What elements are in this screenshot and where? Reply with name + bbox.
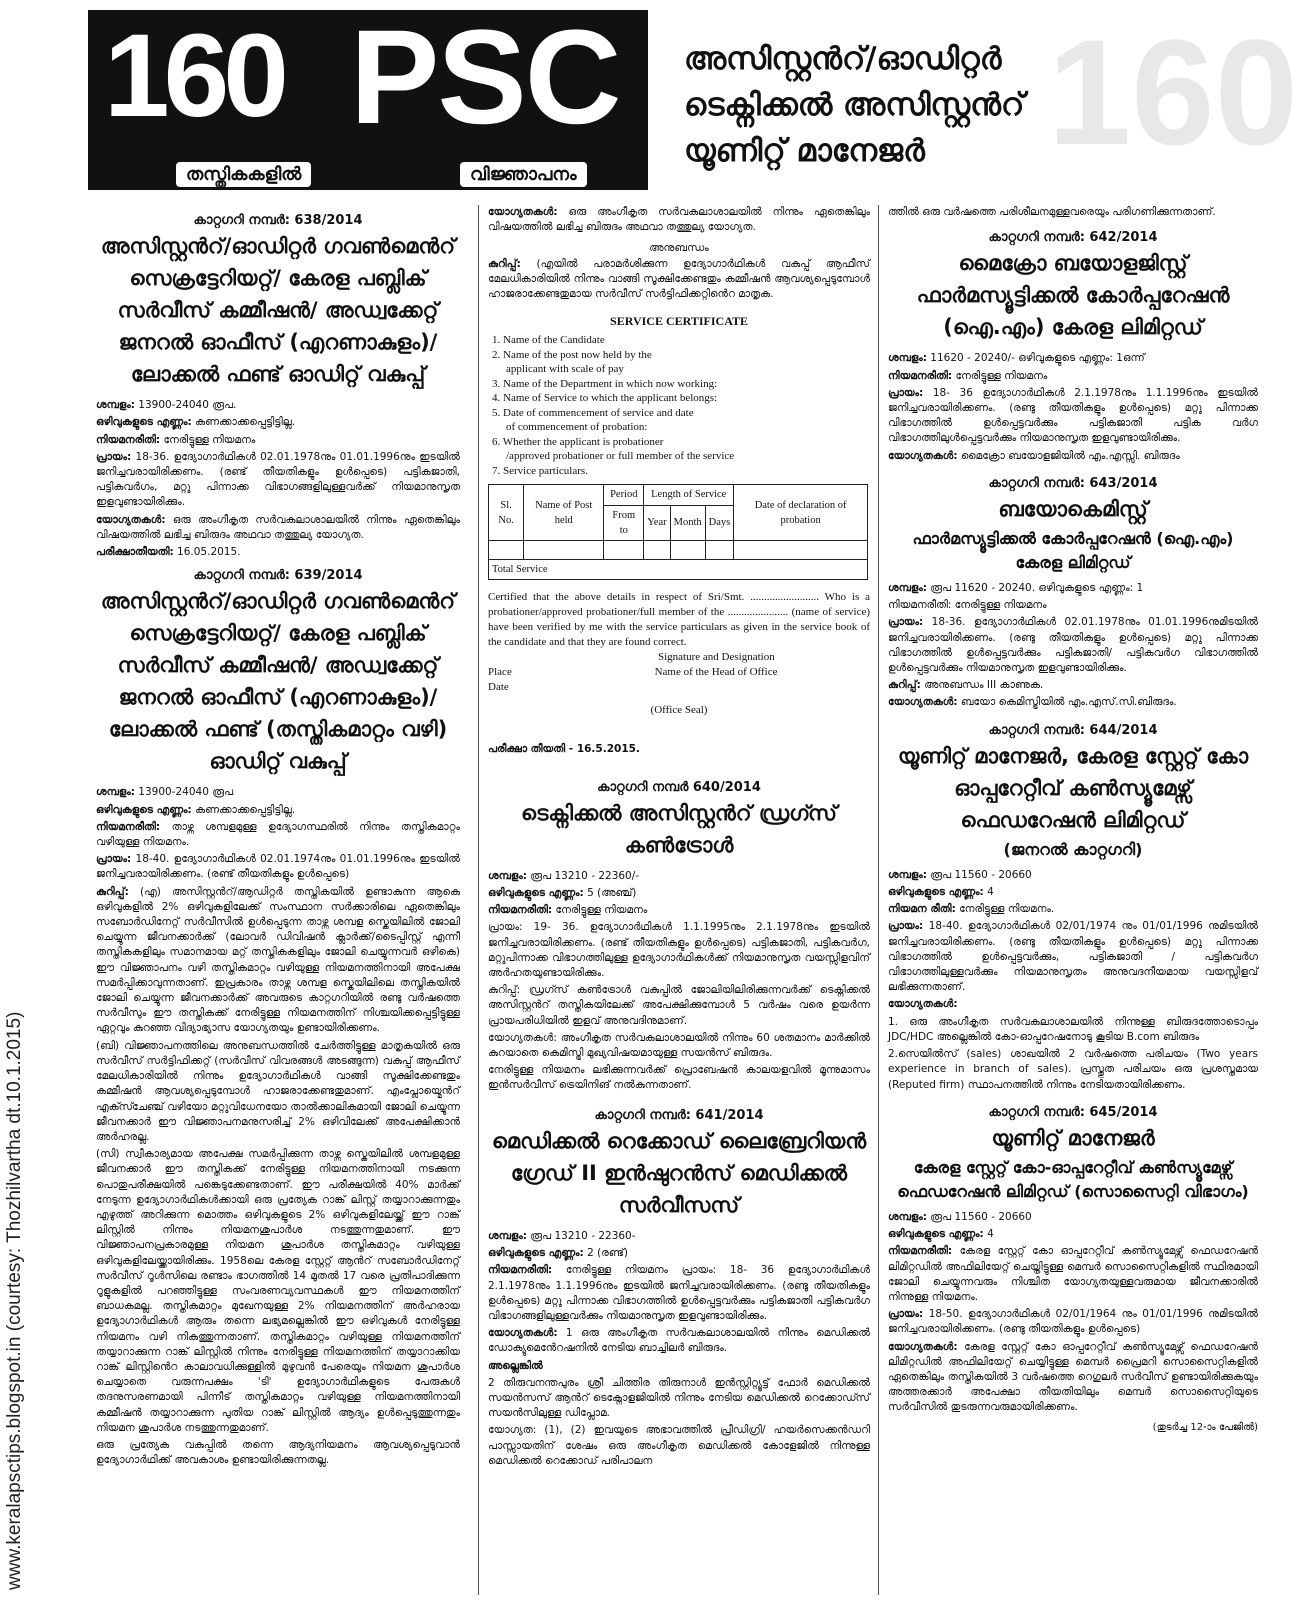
post-subtitle: ഫാർമസ്യൂട്ടിക്കൽ കോർപ്പറേഷൻ (ഐ.എം) കേരള ലിമിറ്റഡ് (912, 529, 1234, 573)
place-line: Place Name of the Head of Office (488, 666, 778, 679)
detail-line: യോഗ്യതകൾ: കേരള സ്റ്റേറ്റ് കോ ഓപ്പറേറ്റീവ് കൺസ്യൂമേഴ്സ് ഫെഡറേഷൻ ലിമിറ്റഡിൽ അഫിലിയേറ്റ് ചെയ്യിട്ടുള്ള മെമ്പർ പ്രൈമറി സൊസൈറ്റികളിൽ ഏതെങ്കിലും തസ്തികയിൽ 3 വർഷത്തെ റെഗുലർ സർവീസ് ഉണ്ടായിരിക്കുകയും അത്തരക്കാർ അപേക്ഷാ തീയതിയിലും മെമ്പർ സൊസൈറ്റിയുടെ സർവീസിൽ തുടരുന്നവരുമായിരിക്കണം. (888, 1340, 1258, 1414)
post-subtitle: കേരള സ്റ്റേറ്റ് കോ-ഓപ്പറേറ്റീവ് കൺസ്യൂമേഴ്സ് ഫെഡറേഷൻ ലിമിറ്റഡ് (സൊസൈറ്റി വിഭാഗം) (897, 1157, 1249, 1201)
detail-line: ശമ്പളം: 11620 - 20240/- ഒഴിവുകളുടെ എണ്ണം: 1ഒന്ന് (888, 352, 1145, 365)
service-particulars-table (488, 484, 868, 580)
column-rule (478, 205, 479, 1595)
certificate-field: /approved probationer or full member of the service (506, 450, 735, 463)
detail-line: യോഗ്യതകൾ: (888, 998, 958, 1011)
detail-line: നിയമനരീതി: നേരിട്ടുള്ള നിയമനം (488, 904, 648, 917)
office-seal-label: (Office Seal) (650, 704, 708, 717)
detail-line: പ്രായം: 18-36. ഉദ്യോഗാർഥികൾ 02.01.1978നും 01.01.1996നുമിടയിൽ ജനിച്ചവരായിരിക്കണം. (രണ്ടു തീയതികളും ഉൾപ്പെടെ) മറ്റു പിന്നാക്ക വിഭാഗത്തിൽ ഉൾപ്പെട്ടവർക്കും പട്ടികജാതി/ പട്ടികവർഗ വിഭാഗത്തിൽ ഉൾപ്പെട്ടവർക്കും നിയമാനുസൃത ഇളവുണ്ടായിരിക്കും. (888, 616, 1258, 675)
table-header: Sl. No. (489, 485, 524, 541)
detail-line: ശമ്പളം: രൂപ 13210 - 22360- (488, 1229, 636, 1242)
certificate-field: 4. Name of Service to which the applicant belongs: (492, 392, 718, 405)
table-header: Length of Service (644, 485, 734, 505)
table-row (489, 541, 868, 560)
category-number: കാറ്റഗറി നമ്പർ 640/2014 (597, 779, 761, 795)
certificate-field: 5. Date of commencement of service and date (492, 406, 694, 419)
detail-line: ശമ്പളം: 13900-24040 രൂപ (96, 786, 234, 799)
post-title: അസിസ്റ്റൻറ്/ഓഡിറ്റർ ഗവൺമെൻറ് സെക്രട്ടേറിയറ്റ്/ കേരള പബ്ലിക് സർവീസ് കമ്മീഷൻ/ അഡ്വക്കേറ്റ് ജനറൽ ഓഫീസ് (എറണാകുളം)/ ലോക്കൽ ഫണ്ട് (തസ്തികമാറ്റം വഴി) ഓഡിറ്റ് വകുപ്പ് (100, 589, 456, 774)
detail-line: ഒഴിവുകളുടെ എണ്ണം: 4 (888, 886, 994, 899)
post-title: ബയോകെമിസ്റ്റ് (998, 497, 1148, 522)
post-title: മെഡിക്കൽ റെക്കോഡ് ലൈബ്രേറിയൻ ഗ്രേഡ് II ഇൻഷുറൻസ് മെഡിക്കൽ സർവീസസ് (491, 1128, 867, 1217)
detail-line: ശമ്പളം: രൂപ 11560 - 20660 (888, 1210, 1032, 1223)
headline-posts (684, 36, 1024, 174)
detail-line: ഒഴിവുകളുടെ എണ്ണം: കണക്കാക്കപ്പെട്ടിട്ടില്ല. (96, 416, 296, 429)
post-count: 160 (104, 10, 283, 142)
detail-line: യോഗ്യതകൾ: ഒരു അംഗീകൃത സർവകലാശാലയിൽ നിന്നും ഏതെങ്കിലും വിഷയത്തിൽ ലഭിച്ച ബിരുദം അഥവാ തത്തുല്യ യോഗ്യത. (96, 513, 460, 541)
psc-heading: PSC (350, 3, 620, 152)
background-watermark: 160 (1047, 8, 1298, 176)
category-number: കാറ്റഗറി നമ്പർ: 641/2014 (594, 1107, 764, 1123)
detail-line: നിയമനരീതി: നേരിട്ടുള്ള നിയമനം (96, 433, 256, 446)
detail-line: 2.സെയിൽസ് (sales) ശാഖയിൽ 2 വർഷത്തെ പരിചയം (Two years experience in branch of sales). പ്രസ്തുത പരിചയം ഒരു പ്രശസ്തമായ (Reputed firm) സ്ഥാപനത്തിൽ നിന്നും നേടിയതായിരിക്കണം. (888, 1048, 1258, 1091)
detail-line: കുറിപ്പ്: (എയിൽ പരാമർശിക്കുന്ന ഉദ്യോഗാർഥികൾ വകുപ്പ് ആഫീസ് മേലധികാരിയിൽ നിന്നും വാങ്ങി സൂക്ഷിക്കേണ്ടതും കമ്മീഷൻ ആവശ്യപ്പെടുമ്പോൾ ഹാജരാക്കേണ്ടതുമായ സർവീസ് സർട്ടിഫിക്കറ്റിൻെറ മാതൃക. (488, 257, 870, 301)
post-title: അസിസ്റ്റൻറ്/ഓഡിറ്റർ ഗവൺമെൻറ് സെക്രട്ടേറിയറ്റ്/ കേരള പബ്ലിക് സർവീസ് കമ്മീഷൻ/ അഡ്വക്കേറ്റ് ജനറൽ ഓഫീസ് (എറണാകുളം)/ ലോക്കൽ ഫണ്ട് ഓഡിറ്റ് വകുപ്പ് (100, 234, 456, 387)
certificate-statement: Certified that the above details in respect of Sri/Smt. ......................... Who is a probationer/approved probationer/full member of the ...................... (name of service) have been verified by me with the service particulars as given in the service book of the candidate and that they are found correct. (488, 591, 870, 649)
detail-line: യോഗ്യതകൾ: ഒരു അംഗീകൃത സർവകലാശാലയിൽ നിന്നും ഏതെങ്കിലും വിഷയത്തിൽ ലഭിച്ച ബിരുദം അഥവാ തത്തുല്യ യോഗ്യത. (488, 206, 871, 234)
detail-line: ശമ്പളം: രൂപ 11560 - 20660 (888, 868, 1032, 881)
detail-line: നിയമനരീതി: നേരിട്ടുള്ള നിയമനം പ്രായം: 18- 36 ഉദ്യോഗാർഥികൾ 2.1.1978നും 1.1.1996നും ഇടയിൽ ജനിച്ചവരായിരിക്കണം. (രണ്ടു തീയതികളും ഉൾപ്പെടെ) മറ്റു പിന്നാക്ക വിഭാഗത്തിൽ ഉൾപ്പെട്ടവർക്കും പട്ടികജാതി പട്ടികവർഗ വിഭാഗങ്ങളിലുള്ളവർക്കും നിയമാനുസൃത ഇളവുണ്ടായിരിക്കും. (488, 1264, 870, 1322)
certificate-field: 2. Name of the post now held by the (492, 348, 652, 361)
table-header: Period (604, 485, 644, 505)
detail-line: പ്രായം: 18-50. ഉദ്യോഗാർഥികൾ 02/01/1964 നും 01/01/1996 നുമിടയിൽ ജനിച്ചവരായിരിക്കണം. (രണ്ടു തീയതികളും ഉൾപ്പെടെ) (888, 1308, 1258, 1336)
masthead (88, 3, 1298, 198)
detail-line: നിയമനരീതി: നേരിട്ടുള്ള നിയമനം (888, 369, 1048, 382)
detail-line: ശമ്പളം: 13900-24040 രൂപ. (96, 399, 237, 412)
headline-post: അസിസ്റ്റൻറ്/ഓഡിറ്റർ (684, 41, 1002, 77)
note-paragraph: (ബി) വിജ്ഞാപനത്തിലെ അനുബന്ധത്തിൽ ചേർത്തിട്ടുള്ള മാതൃകയിൽ ഒരു സർവീസ് സർട്ടിഫിക്കറ്റ് (സർവീസ് വിവരങ്ങൾ അടങ്ങുന്ന) വകുപ്പ് ആഫീസ് മേലധികാരിയിൽ നിന്നും ഉദ്യോഗാർഥികൾ വാങ്ങി സൂക്ഷിക്കേണ്ടതും കമ്മീഷൻ ആവശ്യപ്പെടുമ്പോൾ ഹാജരാക്കേണ്ടതുമാണ്. എംപ്ലോയ്മെൻറ് എക്സ്ചേഞ്ച് വഴിയോ മറ്റുവിധേനയോ താൽക്കാലികമായി ജോലി ചെയ്യുന്ന ജീവനക്കാർ ഈ വിജ്ഞാപനമനുസരിച്ച് 2% ഒഴിവിലേക്ക് അപേക്ഷിക്കാൻ അർഹരല്ല. (96, 1039, 460, 1143)
column-1 (96, 205, 460, 1470)
detail-line: നിയമനരീതി: നേരിട്ടുള്ള നിയമനം (888, 599, 1047, 612)
detail-line: പരീക്ഷാതീയതി: 16.05.2015. (96, 546, 241, 559)
post-subtitle: (ജനറൽ കാറ്റഗറി) (1003, 839, 1143, 859)
detail-line: പ്രായം: 19- 36. ഉദ്യോഗാർഥികൾ 1.1.1995നും 2.1.1978നും ഇടയിൽ ജനിച്ചവരായിരിക്കണം. (രണ്ട് തീയതികളും ഉൾപ്പെടെ) പട്ടികജാതി, പട്ടികവർഗ, മറ്റുപിന്നാക്ക വിഭാഗത്തിലുള്ള ഉദ്യോഗാർഥികൾക്ക് നിയമാനുസൃത വയസ്സിളവിന് അർഹതയുണ്ടായിരിക്കും. (488, 921, 870, 980)
continued-note: (തുടർച്ച 12-ാം പേജിൽ) (1152, 1421, 1258, 1433)
detail-line: പ്രായം: 18-36. ഉദ്യോഗാർഥികൾ 02.01.1978നും 01.01.1996നും ഇടയിൽ ജനിച്ചവരായിരിക്കണം. (രണ്ട് തീയതികളും ഉൾപ്പെടെ) പട്ടികജാതി, പട്ടികവർഗം, മറ്റു പിന്നാക്ക വിഭാഗങ്ങളിലുള്ളവർക്ക് നിയമാനുസൃത ഇളവുണ്ടായിരിക്കും. (96, 450, 461, 509)
post-title: ടെക്നിക്കൽ അസിസ്റ്റൻറ് ഡ്രഗ്സ് കൺട്രോൾ (520, 800, 837, 857)
certificate-field: 6. Whether the applicant is probationer (492, 435, 664, 448)
table-header: Days (705, 505, 734, 540)
headline-block (88, 3, 648, 190)
detail-line: ഒഴിവുകളുടെ എണ്ണം: 2 (രണ്ട്) (488, 1247, 628, 1260)
detail-line: കുറിപ്പ്: ഡ്രഗ്സ് കൺട്രോൾ വകുപ്പിൽ ജോലിയിലിരിക്കുന്നവർക്ക് ടെക്നിക്കൽ അസിസ്റ്റൻറ് തസ്തികയിലേക്ക് അപേക്ഷിക്കുമ്പോൾ 5 വർഷം വരെ ഉയർന്ന പ്രായപരിധിയിൽ ഇളവ് അനുവദിനുമാണ്. (488, 984, 870, 1027)
detail-line: ഒഴിവുകളുടെ എണ്ണം: 4 (888, 1228, 994, 1241)
note-paragraph: ഒരു പ്രത്യേക വകുപ്പിൽ തന്നെ ആദ്യനിയമനം ആവശ്യപ്പെടുവാൻ ഉദ്യോഗാർഥിക്ക് അവകാശം ഉണ്ടായിരിക്കുന്നതല്ല. (96, 1438, 460, 1467)
courtesy-credit: www.keralapsctips.blogspot.in (courtesy: Thozhilvartha dt.10.1.2015) (4, 1011, 25, 1590)
date-label: Date (488, 681, 509, 694)
category-number: കാറ്റഗറി നമ്പർ: 638/2014 (193, 213, 363, 228)
category-number: കാറ്റഗറി നമ്പർ: 642/2014 (988, 230, 1158, 246)
detail-line: ശമ്പളം: രൂപ 11620 - 20240. ഒഴിവുകളുടെ എണ്ണം: 1 (888, 582, 1144, 595)
certificate-fields (488, 333, 870, 478)
table-header: Year (644, 505, 670, 540)
detail-line: നേരിട്ടുള്ള നിയമനം ലഭിക്കുന്നവർക്ക് പ്രൊബേഷൻ കാലയളവിൽ മൂന്നുമാസം ഇൻസർവീസ് ട്രെയിനിങ് നൽകുന്നതാണ്. (488, 1064, 870, 1092)
exam-date: പരീക്ഷാ തീയതി - 16.5.2015. (488, 743, 640, 756)
table-header: Month (670, 505, 705, 540)
certificate-field: of commencement of probation: (506, 421, 648, 434)
post-title: യൂണിറ്റ് മാനേജർ (991, 1125, 1155, 1150)
table-header: Date of declaration of probation (734, 485, 868, 541)
post-count-label: തസ്തികകളിൽ (176, 162, 311, 187)
certificate-field: 1. Name of the Candidate (492, 334, 605, 347)
post-title: യൂണിറ്റ് മാനേജർ, കേരള സ്റ്റേറ്റ് കോ ഓപ്പറേറ്റീവ് കൺസ്യൂമേഴ്സ് ഫെഡറേഷൻ ലിമിറ്റഡ് (897, 743, 1249, 832)
detail-line: യോഗ്യതകൾ: മൈക്രോ ബയോളജിയിൽ എം.എസ്സി. ബിരുദം (888, 449, 1180, 462)
annex-heading: അനുബന്ധം (649, 242, 709, 255)
detail-line: നിയമനരീതി: കേരള സ്റ്റേറ്റ് കോ ഓപ്പറേറ്റീവ് കൺസ്യൂമേഴ്സ് ഫെഡറേഷൻ ലിമിറ്റഡിൽ അഫിലിയേറ്റ് ചെയ്തിട്ടുള്ള മെമ്പർ സൊസൈറ്റികളിൽ സ്ഥിരമായി ജോലി ചെയ്യുന്നവരും നിശ്ചിത യോഗ്യതയുള്ളവരുമായ ജീവനക്കാരിൽ നിന്നുള്ള നിയമനം. (888, 1245, 1259, 1303)
detail-line: ശമ്പളം: രൂപ 13210 - 22360/- (488, 869, 640, 882)
detail-line: പ്രായം: 18-40. ഉദ്യോഗാർഥികൾ 02.01.1974നും 01.01.1996നും ഇടയിൽ ജനിച്ചവരായിരിക്കണം. (രണ്ട് തീയതികളും ഉൾപ്പെടെ) (96, 853, 461, 881)
column-2 (488, 205, 870, 1471)
category-number: കാറ്റഗറി നമ്പർ: 639/2014 (193, 568, 363, 584)
table-header: From to (604, 505, 644, 540)
detail-line: കുറിപ്പ്: അനുബന്ധം III കാണുക. (888, 679, 1044, 692)
detail-line: 2 തിരുവനന്തപുരം ശ്രീ ചിത്തിര തിരുനാൾ ഇൻസ്റ്റിറ്റ്യൂട്ട് ഫോർ മെഡിക്കൽ സയൻസസ് ആൻറ് ടെക്നോളജിയിൽ നിന്നും നേടിയ മെഡിക്കൽ റെക്കോഡ്സ് സയൻസിലുള്ള ഡിപ്ലോമ. (488, 1376, 870, 1420)
certificate-title: SERVICE CERTIFICATE (610, 314, 748, 329)
column-3 (888, 205, 1258, 1435)
detail-line: കുറിപ്പ്: (എ) അസിസ്റ്റൻറ്/ആഡിറ്റർ തസ്തികയിൽ ഉണ്ടാകുന്ന ആകെ ഒഴിവുകളിൽ 2% ഒഴിവുകളിലേക്ക് സംസ്ഥാന സർക്കാരിലെ ഏതെങ്കിലും സബോർഡിനേറ്റ് സർവീസിൽ ഉൾപ്പെടുന്ന താഴ്ന്ന ശമ്പള സ്കെയിലിൽ ജോലി ചെയ്യുന്ന ജീവനക്കാർക്ക് (ലോവർ ഡിവിഷൻ ക്ലാർക്ക്/ടൈപ്പിസ്റ്റ് എന്നീ തസ്തികകളിലും സമാനമായ മറ്റ് തസ്തികകളിലും ജോലി ചെയ്യുന്നവർ ഒഴികെ) ഈ വിജ്ഞാപനം വഴി തസ്തികമാറ്റം വഴിയുള്ള നിയമനത്തിനായി അപേക്ഷ സമർപ്പിക്കാവുന്നതാണ്. ഇപ്രകാരം താഴ്ന്ന ശമ്പള സ്കെയിലിലെ തസ്തികയിൽ ജോലി ചെയ്യുന്ന ജീവനക്കാർക്ക് അവരുടെ കാറ്റഗറിയിൽ രണ്ടു വർഷത്തെ സർവീസും ഈ തസ്തികക്ക് നേരിട്ടുള്ള നിയമനത്തിന് നിശ്ചയിക്കപ്പെട്ടിട്ടുള്ള ഏറ്റവും കുറഞ്ഞ വിദ്യാഭ്യാസ യോഗ്യതയും ഉണ്ടായിരിക്കണം. (96, 885, 461, 1035)
total-service-label: Total Service (489, 560, 868, 580)
detail-line: ത്തിൽ ഒരു വർഷത്തെ പരിശീലനമുള്ളവരെയും പരിഗണിക്കുന്നതാണ്. (888, 206, 1216, 218)
post-title: മൈക്രോ ബയോളജിസ്റ്റ് ഫാർമസ്യൂട്ടിക്കൽ കോർപ്പറേഷൻ (ഐ.എം) കേരള ലിമിറ്റഡ് (916, 251, 1230, 340)
category-number: കാറ്റഗറി നമ്പർ: 645/2014 (988, 1104, 1158, 1120)
column-rule (878, 205, 879, 1595)
detail-line: പ്രായം: 18- 36 ഉദ്യോഗാർഥികൾ 2.1.1978നും 1.1.1996നും ഇടയിൽ ജനിച്ചവരായിരിക്കണം. (രണ്ടു തീയതികളും ഉൾപ്പെടെ) മറ്റു പിന്നാക്ക വിഭാഗത്തിൽ ഉൾപ്പെട്ടവർക്കും പട്ടികജാതി പട്ടിക വർഗ വിഭാഗത്തിലുൾപ്പെട്ടവർക്കും നിയമാനുസൃത ഇളവുണ്ടായിരിക്കും. (888, 386, 1259, 445)
signature-label: Signature and Designation (658, 651, 775, 664)
detail-line: യോഗ്യതകൾ: അംഗീകൃത സർവകലാശാലയിൽ നിന്നും 60 ശതമാനം മാർക്കിൽ കുറയാതെ കെമിസ്ട്രി മുഖ്യവിഷയമായുള്ള സയൻസ് ബിരുദം. (488, 1031, 870, 1060)
detail-line: ഒഴിവുകളുടെ എണ്ണം: 5 (അഞ്ച്) (488, 887, 637, 900)
table-row (489, 560, 868, 580)
category-number: കാറ്റഗറി നമ്പർ: 643/2014 (988, 475, 1158, 491)
detail-line: യോഗ്യതകൾ: ബയോ കെമിസ്ട്രിയിൽ എം.എസ്.സി.ബിരുദം. (888, 696, 1177, 709)
detail-line: നിയമന രീതി: നേരിട്ടുള്ള നിയമനം. (888, 903, 1055, 916)
category-number: കാറ്റഗറി നമ്പർ: 644/2014 (988, 722, 1158, 738)
headline-post: ടെക്നിക്കൽ അസിസ്റ്റൻറ് (684, 87, 1025, 123)
table-header: Name of Post held (524, 485, 604, 541)
detail-line: യോഗ്യതകൾ: 1 ഒരു അംഗീകൃത സർവകലാശാലയിൽ നിന്നും മെഡിക്കൽ ഡോക്യുമെൻേറഷനിൽ നേടിയ ബാച്ചിലർ ബിരുദം. (488, 1327, 870, 1355)
detail-line: യോഗ്യത: (1), (2) ഇവയുടെ അഭാവത്തിൽ പ്രീഡിഗ്രി/ ഹയർസെക്കൻഡറി പാസ്സായതിന് ശേഷം ഒരു അംഗീകൃത മെഡിക്കൽ കോളേജിൽ നിന്നുള്ള മെഡിക്കൽ റെക്കോഡ് പരിപാലന (488, 1424, 870, 1467)
detail-line: നിയമനരീതി: താഴ്ന്ന ശമ്പളമുള്ള ഉദ്യോഗസ്ഥരിൽ നിന്നും തസ്തികമാറ്റം വഴിയുള്ള നിയമനം. (96, 820, 460, 849)
detail-line: പ്രായം: 18-40. ഉദ്യോഗാർഥികൾ 02/01/1974 നും 01/01/1996 നുമിടയിൽ ജനിച്ചവരായിരിക്കണം. (രണ്ടു തീയതികളും ഉൾപ്പെടെ) മറ്റു പിന്നാക്ക വിഭാഗത്തിൽ ഉൾപ്പെട്ടവർക്കും, പട്ടികജാതി / പട്ടികവർഗ വിഭാഗത്തിലുള്ളവർക്കും നിയമാനുസൃതം അനുവദനീയമായ വയസ്സിളവ് ലഭിക്കുന്നതാണ്. (888, 920, 1258, 994)
certificate-field: 3. Name of the Department in which now working: (492, 377, 718, 390)
detail-line: ഒഴിവുകളുടെ എണ്ണം: കണക്കാക്കപ്പെട്ടിട്ടില്ല. (96, 803, 296, 816)
certificate-field: 7. Service particulars. (492, 464, 588, 477)
certificate-field: applicant with scale of pay (506, 363, 624, 376)
note-paragraph: (സി) സ്വീകാര്യമായ അപേക്ഷ സമർപ്പിക്കുന്ന താഴ്ന്ന സ്കെയിലിൽ ശമ്പളമുള്ള ജീവനക്കാർ ഈ തസ്തികക്ക് നേരിട്ടുള്ള നിയമനത്തിനായി നടക്കുന്ന പൊതുപരീക്ഷയിൽ പങ്കെടുക്കേണ്ടതാണ്. ഈ പരീക്ഷയിൽ 40% മാർക്ക് നേടുന്ന ഉദ്യോഗാർഥികൾക്കായി ഒരു പ്രത്യേക റാങ്ക് ലിസ്റ്റ് തയ്യാറാക്കുന്നതും എഴുത്ത് അറിക്കുന്ന മൊത്തം ഒഴിവുകളുടെ 2% ഒഴിവുകളിലേയ്ക്ക് ഈ റാങ്ക് ലിസ്റ്റിൽ നിന്നും നിയമനശുപാർശ നടത്തുന്നതുമാണ്. ഈ വിജ്ഞാപനപ്രകാരമുള്ള നിയമന ശുപാർശ തസ്തികമാറ്റം വഴിയുള്ള ഒഴിവുകളിലേയ്ക്കായിരിക്കും. 1958ലെ കേരള സ്റ്റേറ്റ് ആൻറ് സബോർഡിനേറ്റ് സർവീസ് റൂൾസിലെ രണ്ടാം ഭാഗത്തിൽ 14 മുതൽ 17 വരെ പ്രതിപാദിക്കുന്ന റൂളുകളിൽ പറഞ്ഞിട്ടുള്ള സംവരണവ്യവസ്ഥകൾ ഈ നിയമനത്തിന് ബാധകമല്ല. തസ്തികമാറ്റം മുഖേനയുള്ള 2% നിയമനത്തിന് അർഹരായ ഉദ്യോഗാർഥികൾ ആരും തന്നെ ലഭ്യമല്ലെങ്കിൽ ഈ ഒഴിവുകൾ നേരിട്ടുള്ള നിയമനം വഴി നികത്തുന്നതാണ്. തസ്തികമാറ്റം വഴിയുള്ള നിയമനത്തിന് തയ്യാറാക്കുന്ന റാങ്ക് ലിസ്റ്റിൽ നിന്നും നേരിട്ടുള്ള നിയമനത്തിന് തയ്യാറാക്കിയ റാങ്ക് ലിസ്റ്റിൻെറ കാലാവധിക്കുള്ളിൽ മുഴുവൻ പേരെയും നിയമന ശുപാർശ ചെയ്യാതെ വരുന്നപക്ഷം 'ടി' ഉദ്യോഗാർഥികളുടെ പേരുകൾ തദനുസരണമായി പിന്നീട് തസ്തികമാറ്റം വഴിയുള്ള നിയമനത്തിനായി കമ്മീഷൻ തയ്യാറാക്കുന്ന പുതിയ റാങ്ക് ലിസ്റ്റിൽ ആദ്യം ഉൾപ്പെടുത്തുന്നതും നിയമന ശുപാർശ നടത്തുന്നതുമാണ്. (96, 1148, 460, 1434)
notification-label: വിജ്ഞാപനം (460, 162, 587, 187)
headline-post: യൂണിറ്റ് മാനേജർ (684, 133, 925, 169)
detail-line: 1. ഒരു അംഗീകൃത സർവകലാശാലയിൽ നിന്നുള്ള ബിരുദത്തോടൊപ്പം JDC/HDC അല്ലെങ്കിൽ കോ-ഓപ്പറേഷനോടു കൂടിയ B.com ബിരുദം (888, 1015, 1258, 1043)
detail-line: അല്ലെങ്കിൽ (488, 1359, 543, 1372)
